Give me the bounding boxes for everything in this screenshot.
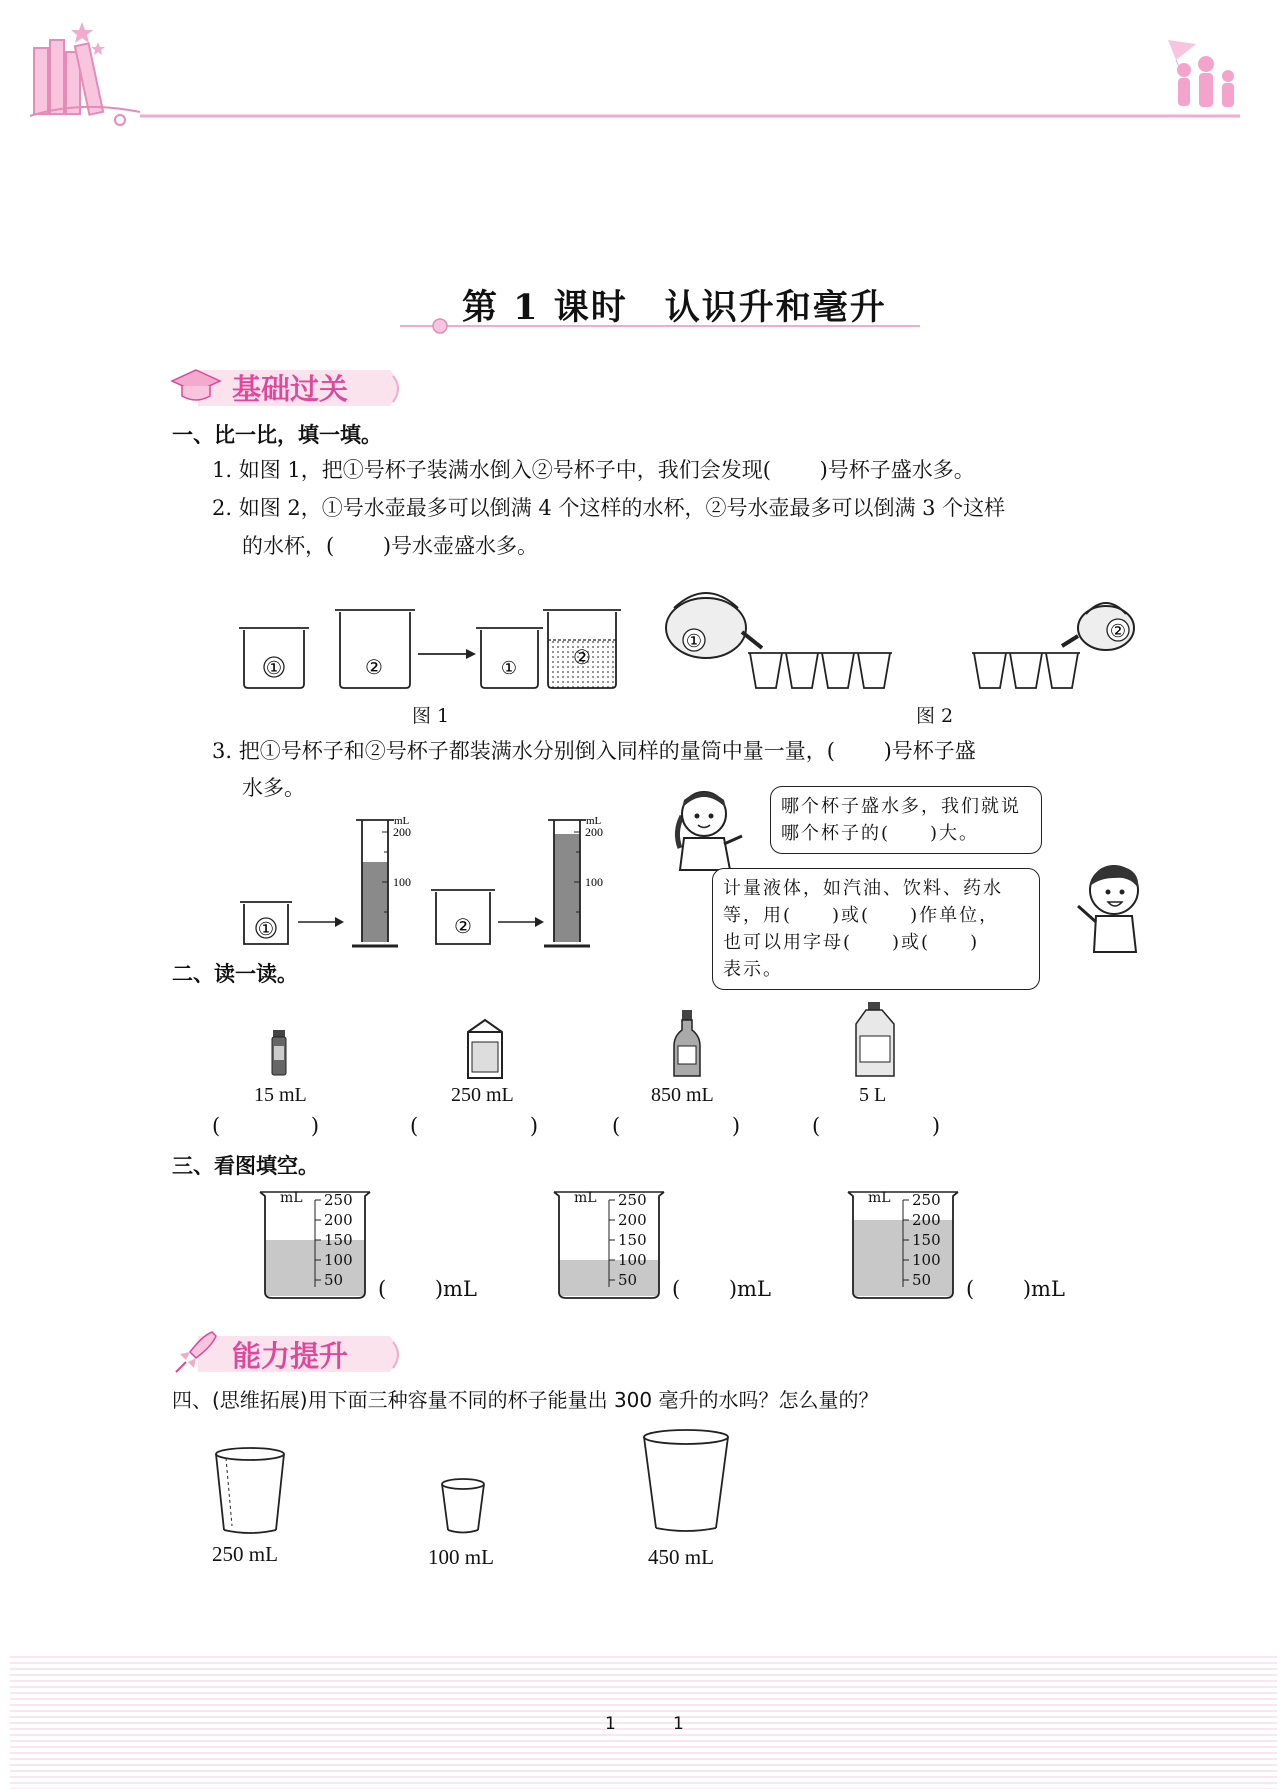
oil-jug-icon	[852, 1000, 898, 1080]
q3-beaker-2	[552, 1186, 668, 1302]
milk-carton-icon	[460, 1018, 510, 1080]
graduation-cap-icon	[170, 366, 222, 406]
page-number-2: 1	[673, 1714, 684, 1734]
measuring-cylinder-1	[352, 820, 398, 946]
q2-item-4-label: 5 L	[859, 1084, 887, 1106]
q2-item-1-blank[interactable]: ( )	[212, 1114, 320, 1138]
cup-icon	[750, 653, 782, 688]
title-underline	[395, 318, 925, 338]
q2-item-1-label: 15 mL	[254, 1084, 307, 1106]
fig1-circle-1b: ①	[500, 658, 518, 679]
q3-b1-tick-50: 50	[324, 1271, 344, 1289]
arrow-icon	[298, 917, 344, 927]
measuring-cylinder-2	[544, 820, 590, 946]
page-number-1: 1	[605, 1714, 616, 1734]
fig1-circle-2b: ②	[573, 645, 591, 669]
q3-b2-tick-50: 50	[618, 1271, 638, 1289]
q3-b3-tick-150: 150	[912, 1231, 941, 1249]
cup-450-icon	[640, 1428, 732, 1536]
q3-answer-2[interactable]: ( )mL	[672, 1277, 771, 1301]
cup-icon	[786, 653, 818, 688]
q3-b3-tick-200: 200	[912, 1211, 941, 1229]
speech-bubble-boy	[712, 868, 1040, 990]
section-basic-label: 基础过关	[232, 372, 349, 406]
girl-icon	[660, 782, 756, 872]
q3-beaker-3	[846, 1186, 962, 1302]
cyl-fig-circle-1: ①	[257, 919, 275, 940]
cup-icon	[974, 653, 1006, 688]
cyl-fig-circle-2: ②	[454, 914, 472, 938]
q3-heading: 三、看图填空。	[172, 1153, 319, 1178]
q3-b2-tick-150: 150	[618, 1231, 647, 1249]
q3-b3-tick-100: 100	[912, 1251, 941, 1269]
q3-answer-1[interactable]: ( )mL	[378, 1277, 477, 1301]
kettle-2-label: ②	[1109, 621, 1127, 642]
header-decoration	[0, 0, 1287, 150]
rocket-icon	[172, 1326, 222, 1376]
fig1-circle-2: ②	[365, 655, 383, 679]
q3-b2-unit: mL	[574, 1190, 597, 1206]
kettle-1-icon	[666, 593, 762, 658]
cyl1-unit: mL	[394, 815, 410, 827]
figure-2	[658, 578, 1148, 700]
q3-b1-tick-150: 150	[324, 1231, 353, 1249]
bottle-icon	[670, 1008, 704, 1080]
q1-heading: 一、比一比，填一填。	[172, 422, 382, 447]
cup-icon	[822, 653, 854, 688]
q3-b2-tick-250: 250	[618, 1191, 647, 1209]
q2-item-3-label: 850 mL	[651, 1084, 714, 1106]
q1-item2-line2: 的水杯，( )号水壶盛水多。	[242, 534, 539, 558]
q2-item-2-blank[interactable]: ( )	[410, 1114, 539, 1138]
fig1-circle-1: ①	[265, 658, 283, 679]
beaker-svg	[846, 1186, 962, 1302]
children-kite-icon	[1168, 40, 1234, 107]
bubble-boy-line-1: 计量液体，如汽油、饮料、药水	[723, 878, 1003, 899]
bubble-boy-line-4: 表示。	[723, 959, 783, 980]
cyl2-tick-100: 100	[585, 875, 603, 889]
q1-item1: 1. 如图 1，把①号杯子装满水倒入②号杯子中，我们会发现( )号杯子盛水多。	[212, 458, 975, 482]
q2-item-2-label: 250 mL	[451, 1084, 514, 1106]
q4-heading: 四、(思维拓展)用下面三种容量不同的杯子能量出 300 毫升的水吗？怎么量的？	[172, 1388, 879, 1412]
q3-b1-unit: mL	[280, 1190, 303, 1206]
q1-item2-line1: 2. 如图 2，①号水壶最多可以倒满 4 个这样的水杯，②号水壶最多可以倒满 3 个这样	[212, 496, 1006, 520]
cylinder-figure	[236, 812, 616, 952]
q3-b3-tick-50: 50	[912, 1271, 932, 1289]
q3-b1-tick-200: 200	[324, 1211, 353, 1229]
boy-icon	[1070, 858, 1150, 958]
q3-b2-tick-200: 200	[618, 1211, 647, 1229]
bubble-girl-line-1: 哪个杯子盛水多，我们就说	[781, 796, 1021, 817]
cup-100-icon	[438, 1478, 488, 1536]
q4-cup-3-label: 450 mL	[648, 1545, 714, 1569]
books-logo-icon	[34, 40, 103, 115]
q1-item3-line1: 3. 把①号杯子和②号杯子都装满水分别倒入同样的量筒中量一量，( )号杯子盛	[212, 739, 976, 763]
beaker-svg	[552, 1186, 668, 1302]
star-icon	[71, 22, 93, 43]
q2-heading: 二、读一读。	[172, 961, 298, 986]
bubble-girl-line-2: 哪个杯子的( )大。	[781, 823, 980, 844]
fig1-label: 图 1	[412, 705, 450, 727]
cyl1-tick-100: 100	[393, 875, 411, 889]
q1-item3-line2: 水多。	[242, 776, 305, 800]
lesson-title: 第 1 课时 认识升和毫升	[462, 287, 887, 328]
q3-beaker-1	[258, 1186, 374, 1302]
q4-cup-1-label: 250 mL	[212, 1542, 278, 1566]
cup-icon	[858, 653, 890, 688]
cup-250-icon	[212, 1446, 288, 1536]
cyl2-unit: mL	[586, 815, 602, 827]
cup-icon	[1046, 653, 1078, 688]
arrow-icon	[418, 649, 476, 659]
q4-cup-2-label: 100 mL	[428, 1545, 494, 1569]
q3-b1-tick-100: 100	[324, 1251, 353, 1269]
medicine-bottle-icon	[268, 1028, 290, 1078]
q3-b3-unit: mL	[868, 1190, 891, 1206]
arrow-icon	[498, 917, 544, 927]
bubble-boy-line-2: 等，用( )或( )作单位，	[723, 905, 1000, 926]
q2-item-3-blank[interactable]: ( )	[612, 1114, 741, 1138]
cyl1-tick-200: 200	[393, 825, 411, 839]
bubble-boy-line-3: 也可以用字母( )或( )	[723, 932, 980, 953]
kettle-1-label: ①	[685, 631, 703, 652]
fig2-label: 图 2	[916, 705, 954, 727]
footer-stripes	[10, 1656, 1277, 1789]
q3-b2-tick-100: 100	[618, 1251, 647, 1269]
q3-answer-3[interactable]: ( )mL	[966, 1277, 1065, 1301]
q3-b1-tick-250: 250	[324, 1191, 353, 1209]
q3-b3-tick-250: 250	[912, 1191, 941, 1209]
cyl2-tick-200: 200	[585, 825, 603, 839]
beaker-svg	[258, 1186, 374, 1302]
q2-item-4-blank[interactable]: ( )	[812, 1114, 941, 1138]
figure-1	[236, 600, 626, 700]
star-icon	[91, 42, 105, 55]
cup-icon	[1010, 653, 1042, 688]
section-advanced-label: 能力提升	[232, 1339, 349, 1373]
speech-bubble-girl	[770, 786, 1042, 854]
